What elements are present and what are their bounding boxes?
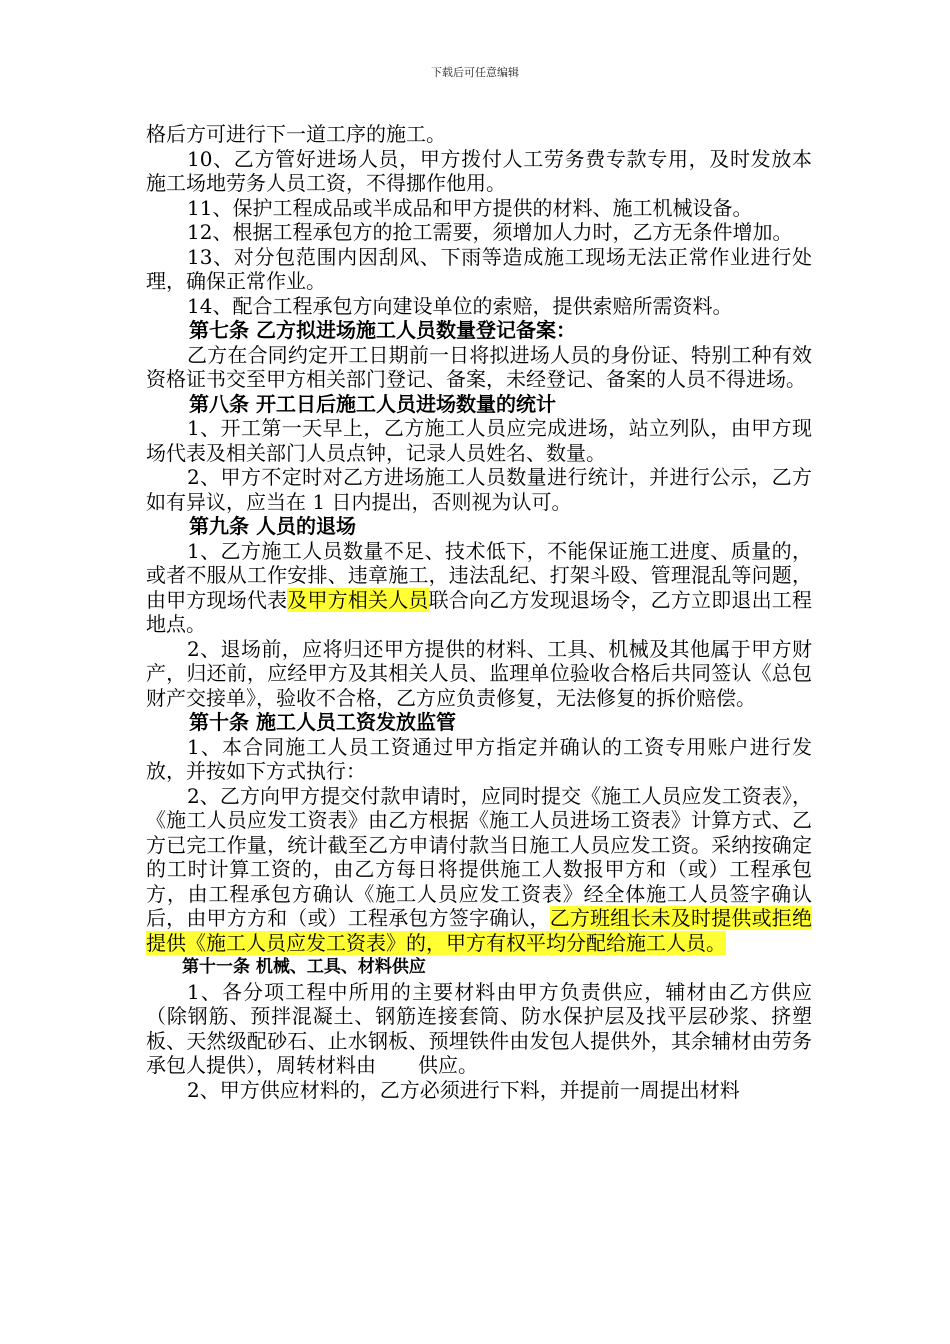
article-9-heading: 第九条 人员的退场 [189,514,356,538]
article-8-heading: 第八条 开工日后施工人员进场数量的统计 [189,391,556,416]
clause-10: 10、乙方管好进场人员，甲方拨付人工劳务费专款专用，及时发放本施工场地劳务人员工资，不得挪作他用。 [146,146,812,195]
article-11-item-2: 2、甲方供应材料的，乙方必须进行下料，并提前一周提出材料 [187,1077,740,1102]
article-10-heading: 第十条 施工人员工资发放监管 [189,710,456,734]
article-9-item-1-text-b: 联合向乙方发现退场令，乙方立即退出工程地点。 [146,587,812,636]
clause-13: 13、对分包范围内因刮风、下雨等造成施工现场无法正常作业进行处理，确保正常作业。 [146,244,812,293]
article-10-item-2 [146,784,812,956]
page-header: 下载后可任意编辑 [431,66,519,79]
article-8-item-1: 1、开工第一天早上，乙方施工人员应完成进场，站立列队，由甲方现场代表及相关部门人员点钟，记录人员姓名、数量。 [146,416,812,465]
clause-12: 12、根据工程承包方的抢工需要，须增加人力时，乙方无条件增加。 [187,220,793,244]
article-11-item-1-text-a: 1、各分项工程中所用的主要材料由甲方负责供应，辅材由乙方供应（除钢筋、预拌混凝土、钢筋连接套筒、防水保护层及找平层砂浆、挤塑板、天然级配砂石、止水钢板、预埋铁件由发包人提供外，其余辅材由劳务承包人提供），周转材料由 [146,979,812,1077]
article-9-item-2: 2、退场前，应将归还甲方提供的材料、工具、机械及其他属于甲方财产，归还前，应经甲方及其相关人员、监理单位验收合格后共同签认《总包财产交接单》，验收不合格，乙方应负责修复，无法修复的拆价赔偿。 [146,636,812,710]
article-7-body: 乙方在合同约定开工日期前一日将拟进场人员的身份证、特别工种有效资格证书交至甲方相关部门登记、备案，未经登记、备案的人员不得进场。 [146,342,812,391]
article-10-item-2-text: 2、乙方向甲方提交付款申请时，应同时提交《施工人员应发工资表》，《施工人员应发工资表》由乙方根据《施工人员进场工资表》计算方式、乙方已完工作量，统计截至乙方申请付款当日施工人员应发工资。采纳按确定的工时计算工资的，由乙方每日将提供施工人数报甲方和（或）工程承包方，由工程承包方确认《施工人员应发工资表》经全体施工人员签字确认后，由甲方方和（或）工程承包方签字确认， [146,783,812,930]
highlighted-text: 及甲方相关人员 [287,587,429,612]
highlighted-text: 乙方班组长未及时提供或拒绝提供《施工人员应发工资表》的，甲方有权平均分配给施工人员。 [146,906,812,955]
article-7-heading: 第七条 乙方拟进场施工人员数量登记备案： [189,318,576,342]
article-10-item-1: 1、本合同施工人员工资通过甲方指定并确认的工资专用账户进行发放，并按如下方式执行： [146,734,812,783]
clause-11: 11、保护工程成品或半成品和甲方提供的材料、施工机械设备。 [187,195,753,220]
article-11-heading: 第十一条 机械、工具、材料供应 [182,957,426,977]
article-9-item-1-text-a: 1、乙方施工人员数量不足、技术低下，不能保证施工进度、质量的，或者不服从工作安排、违章施工，违法乱纪、打架斗殴、管理混乱等问题，由甲方现场代表 [146,538,812,612]
article-11-item-1-text-b: 供应。 [418,1053,478,1077]
document-body [146,122,812,1102]
paragraph-continuation: 格后方可进行下一道工序的施工。 [146,122,446,146]
article-8-item-2: 2、甲方不定时对乙方进场施工人员数量进行统计，并进行公示，乙方如有异议，应当在 1 日内提出，否则视为认可。 [146,465,812,514]
clause-14: 14、配合工程承包方向建设单位的索赔，提供索赔所需资料。 [187,293,733,318]
article-11-item-1 [146,980,812,1078]
article-9-item-1 [146,539,812,637]
